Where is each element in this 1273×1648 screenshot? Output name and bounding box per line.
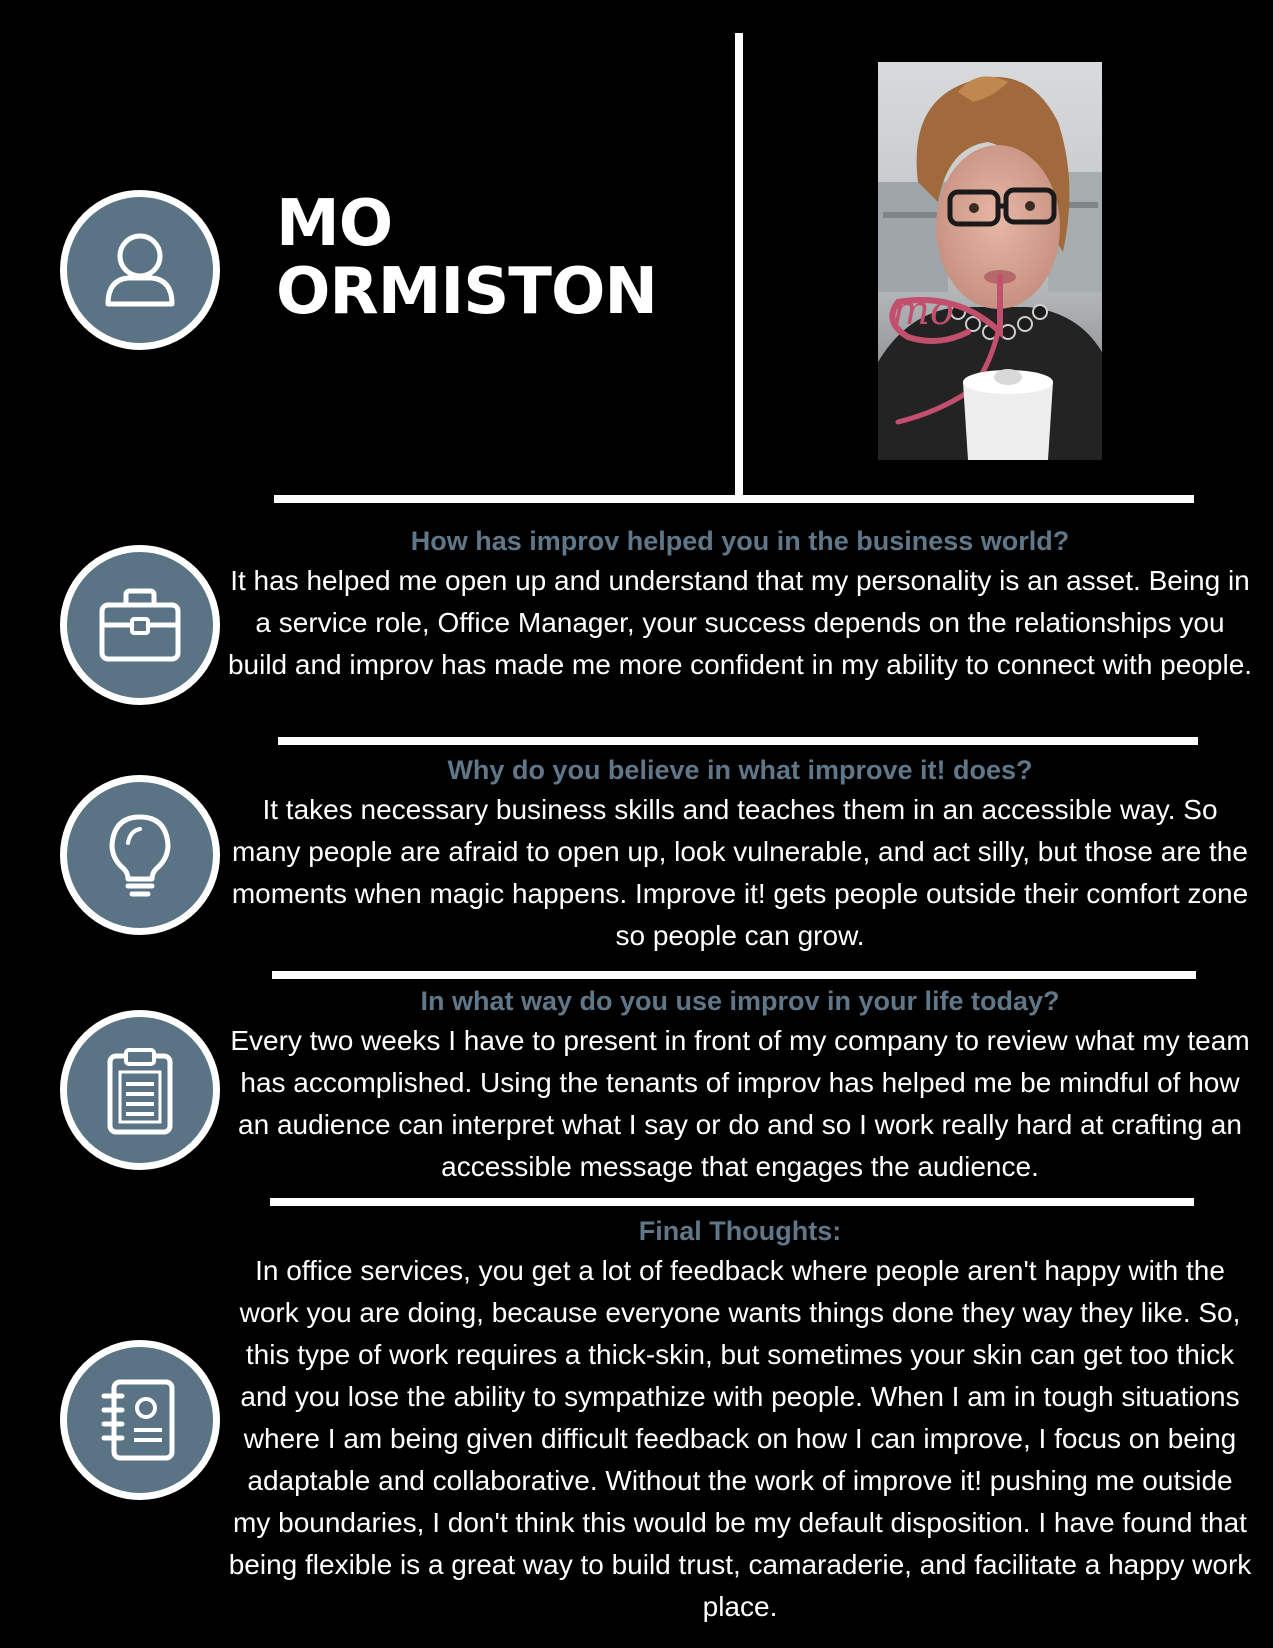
answer-text: Every two weeks I have to present in front of my company to review what my team has accomplished. Using the tenants of improv has helped me be mindful of how an audience can interpret what I say or do and so I work really hard at crafting an accessible message that engages the audience. [230,1025,1250,1182]
profile-name [276,187,657,329]
qa-section-3 [225,982,1255,1188]
question-text: Why do you believe in what improve it! does? [447,755,1033,785]
portrait-image [878,62,1102,460]
last-name: ORMISTON [276,255,657,329]
section-divider [272,971,1196,979]
answer-text: In office services, you get a lot of feedback where people aren't happy with the work you are doing, because everyone wants things done they way they like. So, this type of work requires a thick-skin, but sometimes your skin can get too thick and you lose the ability to sympathize with people. When I am in tough situations where I am being given difficult feedback on how I can improve, I focus on being adaptable and collaborative. Without the work of improve it! pushing me outside my boundaries, I don't think this would be my default disposition. I have found that being flexible is a great way to build trust, camaraderie, and facilitate a happy work place. [228,1255,1252,1622]
address-book-icon [92,1372,188,1468]
address-book-icon-circle [60,1340,220,1500]
clipboard-icon [92,1042,188,1138]
question-text: In what way do you use improv in your life today? [420,986,1060,1016]
svg-text:mo: mo [892,288,955,334]
question-text: Final Thoughts: [638,1216,842,1246]
header-vertical-divider [735,33,743,495]
clipboard-icon-circle [60,1010,220,1170]
lightbulb-icon [92,807,188,903]
question-text: How has improv helped you in the business world? [410,526,1070,556]
profile-icon-circle [60,190,220,350]
qa-section-2 [225,751,1255,957]
qa-section-1 [225,522,1255,686]
section-divider [278,737,1198,745]
answer-text: It has helped me open up and understand that my personality is an asset. Being in a service role, Office Manager, your success depends on the relationships you build and improv has made me more confident in my ability to connect with people. [227,565,1253,680]
lightbulb-icon-circle [60,775,220,935]
first-name: MO [276,187,393,261]
profile-photo [878,62,1102,460]
header-horizontal-divider [274,495,1194,503]
briefcase-icon-circle [60,545,220,705]
qa-section-4 [225,1212,1255,1628]
answer-text: It takes necessary business skills and teaches them in an accessible way. So many people are afraid to open up, look vulnerable, and act silly, but those are the moments when magic happens. Improve it! gets people outside their comfort zone so people can grow. [231,794,1249,951]
briefcase-icon [92,577,188,673]
section-divider [270,1198,1194,1206]
user-icon [94,224,186,316]
